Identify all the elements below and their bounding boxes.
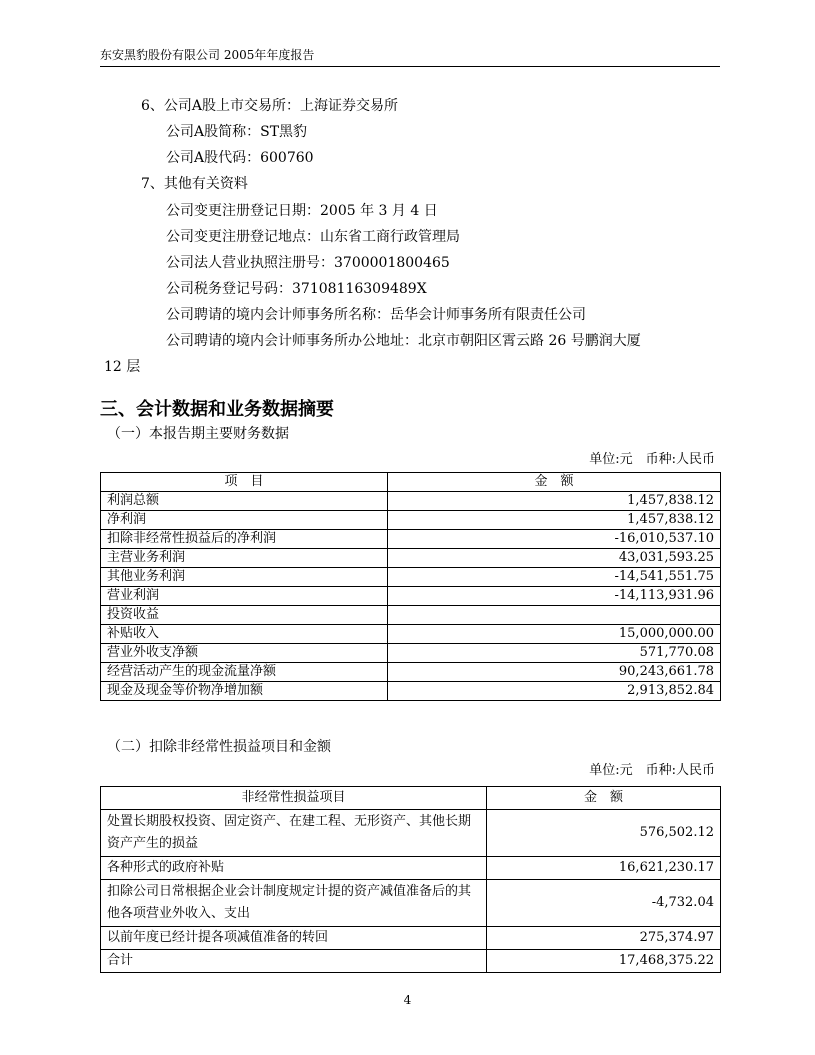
table-row [101, 880, 721, 927]
section-title: 三、会计数据和业务数据摘要 [100, 399, 334, 420]
table-row [101, 927, 721, 950]
row-value: 43,031,593.25 [388, 549, 721, 568]
row-value: -14,113,931.96 [388, 587, 721, 606]
table-row [101, 568, 721, 587]
row-label: 净利润 [101, 511, 388, 530]
subsection-title-1: （一）本报告期主要财务数据 [107, 426, 289, 442]
info-item: 公司聘请的境内会计师事务所名称：岳华会计师事务所有限责任公司 [166, 307, 586, 323]
row-value: 275,374.97 [487, 927, 721, 950]
info-item: 公司法人营业执照注册号：3700001800465 [166, 255, 450, 271]
column-header: 项 目 [101, 473, 388, 492]
row-value: 15,000,000.00 [388, 625, 721, 644]
row-value: 1,457,838.12 [388, 492, 721, 511]
table-header-row [101, 473, 721, 492]
table-row [101, 549, 721, 568]
table-header-row [101, 787, 721, 810]
row-label: 经营活动产生的现金流量净额 [101, 663, 388, 682]
table-row [101, 810, 721, 857]
stock-code: 公司A股代码：600760 [166, 150, 314, 166]
column-header: 金 额 [487, 787, 721, 810]
row-value: -4,732.04 [487, 880, 721, 927]
subsection-title-2: （二）扣除非经常性损益项目和金额 [107, 739, 331, 755]
row-value: -16,010,537.10 [388, 530, 721, 549]
non-recurring-items-table [100, 786, 721, 973]
listing-exchange: 6、公司A股上市交易所：上海证券交易所 [141, 98, 399, 114]
row-value: 2,913,852.84 [388, 682, 721, 701]
info-item: 公司变更注册登记日期：2005 年 3 月 4 日 [166, 203, 438, 219]
unit-label-2: 单位:元 币种:人民币 [589, 763, 715, 778]
unit-label-1: 单位:元 币种:人民币 [589, 452, 715, 467]
row-value: 17,468,375.22 [487, 950, 721, 973]
info-item: 公司变更注册登记地点：山东省工商行政管理局 [166, 229, 460, 245]
table-row [101, 950, 721, 973]
row-value: 1,457,838.12 [388, 511, 721, 530]
stock-short-name: 公司A股简称：ST黑豹 [166, 124, 308, 140]
financial-data-table [100, 472, 721, 701]
row-label: 营业利润 [101, 587, 388, 606]
row-label: 扣除公司日常根据企业会计制度规定计提的资产减值准备后的其他各项营业外收入、支出 [101, 880, 487, 927]
row-label: 合计 [101, 950, 487, 973]
table-row [101, 644, 721, 663]
row-value: -14,541,551.75 [388, 568, 721, 587]
row-value: 571,770.08 [388, 644, 721, 663]
row-label: 扣除非经常性损益后的净利润 [101, 530, 388, 549]
info-item-continuation: 12 层 [104, 359, 141, 375]
row-value: 90,243,661.78 [388, 663, 721, 682]
table-row [101, 511, 721, 530]
row-value: 576,502.12 [487, 810, 721, 857]
row-label: 处置长期股权投资、固定资产、在建工程、无形资产、其他长期资产产生的损益 [101, 810, 487, 857]
row-label: 投资收益 [101, 606, 388, 625]
table-row [101, 625, 721, 644]
row-label: 补贴收入 [101, 625, 388, 644]
other-info-heading: 7、其他有关资料 [141, 176, 248, 192]
column-header: 非经常性损益项目 [101, 787, 487, 810]
table-row [101, 530, 721, 549]
row-value [388, 606, 721, 625]
row-label: 以前年度已经计提各项减值准备的转回 [101, 927, 487, 950]
column-header: 金 额 [388, 473, 721, 492]
row-label: 利润总额 [101, 492, 388, 511]
row-value: 16,621,230.17 [487, 857, 721, 880]
row-label: 其他业务利润 [101, 568, 388, 587]
table-row [101, 663, 721, 682]
table-row [101, 606, 721, 625]
table-row [101, 682, 721, 701]
page-number: 4 [403, 993, 412, 1007]
row-label: 各种形式的政府补贴 [101, 857, 487, 880]
info-item: 公司聘请的境内会计师事务所办公地址：北京市朝阳区霄云路 26 号鹏润大厦 [166, 333, 641, 349]
info-item: 公司税务登记号码：37108116309489X [166, 281, 427, 297]
row-label: 营业外收支净额 [101, 644, 388, 663]
row-label: 现金及现金等价物净增加额 [101, 682, 388, 701]
table-row [101, 587, 721, 606]
row-label: 主营业务利润 [101, 549, 388, 568]
table-row [101, 857, 721, 880]
page-header: 东安黑豹股份有限公司 2005年年度报告 [100, 44, 720, 67]
table-row [101, 492, 721, 511]
